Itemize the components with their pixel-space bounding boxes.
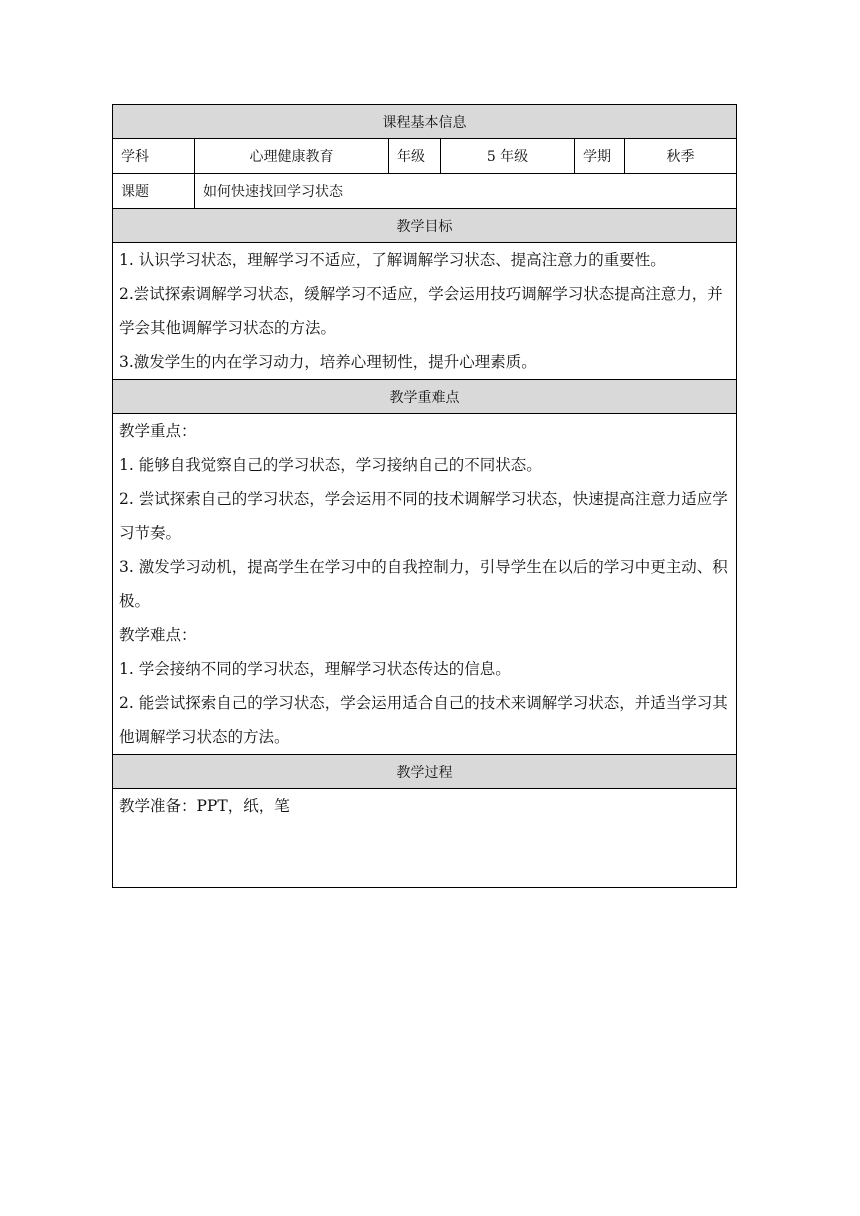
term-value: 秋季 [625, 139, 737, 174]
focus-item: 3. 激发学习动机，提高学生在学习中的自我控制力，引导学生在以后的学习中更主动、积极。 [119, 558, 728, 610]
process-header: 教学过程 [113, 755, 737, 789]
objective-item: 2.尝试探索调解学习状态，缓解学习不适应，学会运用技巧调解学习状态提高注意力，并学会其他调解学习状态的方法。 [119, 285, 723, 337]
difficulty-item: 1. 学会接纳不同的学习状态，理解学习状态传达的信息。 [119, 660, 511, 678]
process-row [113, 789, 737, 888]
objectives-cell [113, 243, 737, 380]
basic-info-header: 课程基本信息 [113, 105, 737, 139]
basic-info-header-row [113, 105, 737, 139]
topic-value: 如何快速找回学习状态 [195, 174, 737, 209]
focus-title: 教学重点： [119, 422, 197, 440]
preparation-text: 教学准备：PPT，纸，笔 [113, 789, 737, 888]
topic-row [113, 174, 737, 209]
basic-info-row [113, 139, 737, 174]
difficulty-title: 教学难点： [119, 626, 197, 644]
process-header-row [113, 755, 737, 789]
difficulty-item: 2. 能尝试探索自己的学习状态，学会运用适合自己的技术来调解学习状态，并适当学习其他调解学习状态的方法。 [119, 694, 728, 746]
key-points-header: 教学重难点 [113, 380, 737, 414]
lesson-plan-table [112, 104, 737, 888]
subject-value: 心理健康教育 [195, 139, 389, 174]
focus-item: 1. 能够自我觉察自己的学习状态，学习接纳自己的不同状态。 [119, 456, 542, 474]
objective-item: 1. 认识学习状态，理解学习不适应，了解调解学习状态、提高注意力的重要性。 [119, 251, 666, 269]
subject-label: 学科 [113, 139, 195, 174]
grade-value: 5 年级 [441, 139, 575, 174]
grade-label: 年级 [389, 139, 441, 174]
topic-label: 课题 [113, 174, 195, 209]
key-points-header-row [113, 380, 737, 414]
objectives-header-row [113, 209, 737, 243]
objectives-header: 教学目标 [113, 209, 737, 243]
objectives-row [113, 243, 737, 380]
term-label: 学期 [575, 139, 625, 174]
key-points-row [113, 414, 737, 755]
key-points-cell [113, 414, 737, 755]
focus-item: 2. 尝试探索自己的学习状态，学会运用不同的技术调解学习状态，快速提高注意力适应学习节奏。 [119, 490, 728, 542]
objective-item: 3.激发学生的内在学习动力，培养心理韧性，提升心理素质。 [119, 353, 537, 371]
